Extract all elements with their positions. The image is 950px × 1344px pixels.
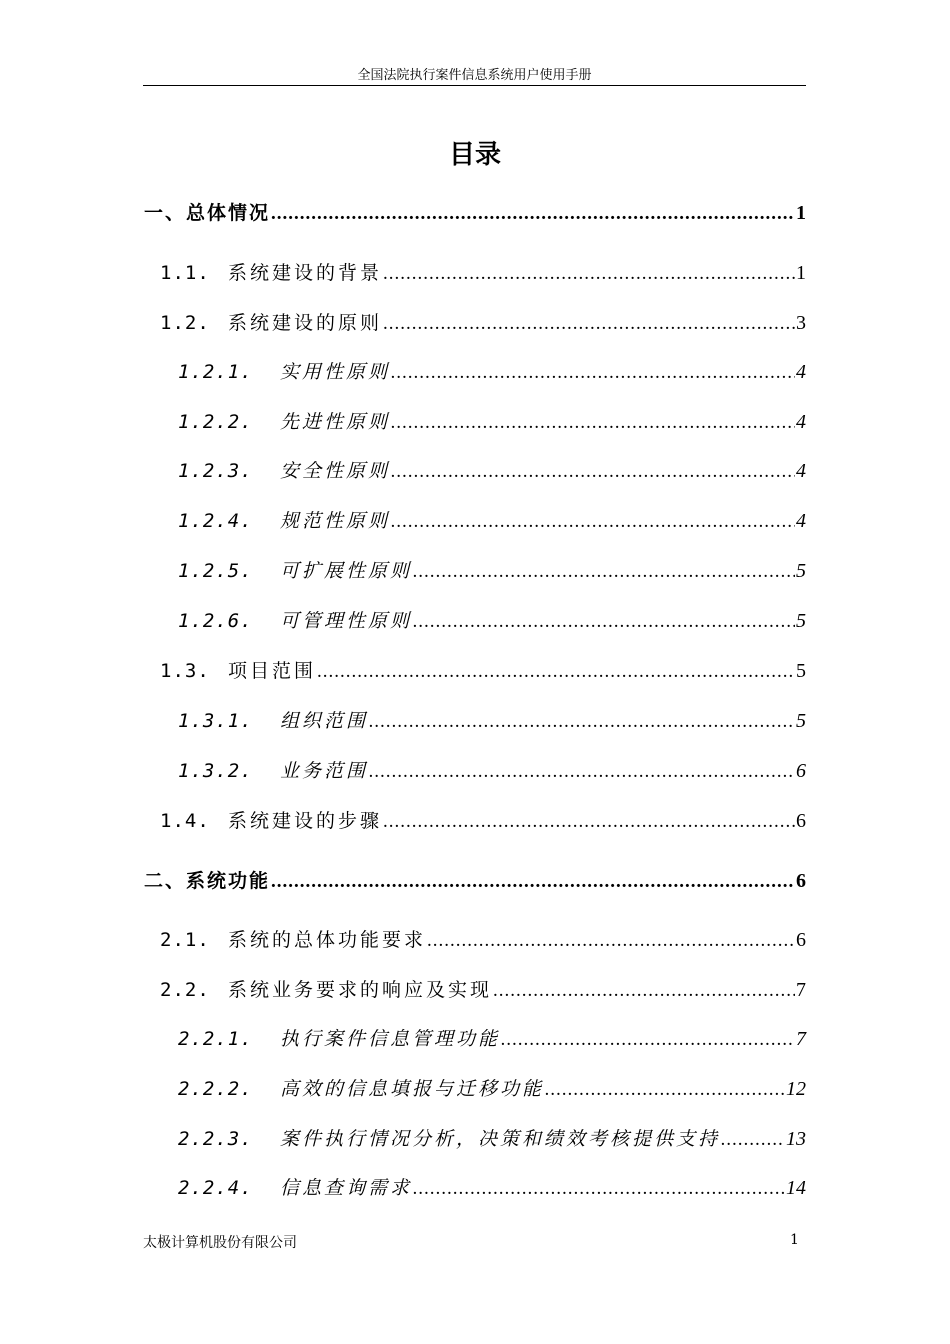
toc-entry[interactable] [178, 1074, 806, 1101]
toc-dot-leader [413, 611, 795, 633]
toc-dot-leader [413, 561, 795, 583]
header-title: 全国法院执行案件信息系统用户使用手册 [357, 68, 592, 83]
footer-page-number: 1 [790, 1232, 799, 1248]
toc-dot-leader [721, 1129, 785, 1151]
toc-dot-leader [383, 811, 795, 833]
toc-entry-page: 1 [796, 202, 806, 224]
toc-entry-number: 1.2.5. [178, 560, 253, 582]
toc-dot-leader [271, 871, 795, 893]
toc-dot-leader [545, 1079, 785, 1101]
toc-entry-page: 13 [786, 1128, 806, 1150]
toc-entry[interactable] [160, 656, 806, 683]
toc-entry-label: 项目范围 [228, 660, 317, 682]
toc-entry-number: 1.2.6. [178, 610, 253, 632]
toc-entry-label: 业务范围 [280, 760, 369, 782]
toc-entry-number: 1.3. [160, 660, 210, 682]
toc-entry-page: 6 [796, 810, 806, 832]
toc-dot-leader [369, 761, 795, 783]
toc-entry-number: 1.2.4. [178, 510, 253, 532]
toc-entry-label: 信息查询需求 [280, 1177, 413, 1199]
toc-entry-page: 4 [796, 460, 806, 482]
toc-entry[interactable] [178, 706, 806, 733]
toc-entry-label: 执行案件信息管理功能 [280, 1028, 501, 1050]
toc-entry-label: 一、总体情况 [144, 202, 271, 224]
toc-dot-leader [391, 412, 795, 434]
toc-entry[interactable] [160, 308, 806, 335]
toc-entry-number: 2.2.4. [178, 1177, 253, 1199]
toc-entry-page: 5 [796, 560, 806, 582]
toc-entry-number: 2.2.3. [178, 1128, 253, 1150]
toc-entry[interactable] [160, 975, 806, 1002]
toc-entry[interactable] [178, 456, 806, 483]
toc-entry-number: 1.4. [160, 810, 210, 832]
toc-dot-leader [427, 930, 795, 952]
toc-entry-label: 二、系统功能 [144, 870, 271, 892]
toc-entry-page: 12 [786, 1078, 806, 1100]
toc-entry-label: 高效的信息填报与迁移功能 [280, 1078, 545, 1100]
toc-entry-label: 组织范围 [280, 710, 369, 732]
toc-entry-number: 1.2.3. [178, 460, 253, 482]
toc-dot-leader [493, 980, 795, 1002]
toc-entry[interactable] [160, 258, 806, 285]
toc-entry[interactable] [178, 506, 806, 533]
toc-entry[interactable] [178, 756, 806, 783]
toc-entry-label: 可管理性原则 [280, 610, 413, 632]
toc-entry-page: 6 [796, 870, 806, 892]
toc-entry-label: 案件执行情况分析，决策和绩效考核提供支持 [280, 1128, 721, 1150]
toc-dot-leader [369, 711, 795, 733]
toc-entry[interactable] [178, 556, 806, 583]
toc-entry[interactable] [178, 606, 806, 633]
toc-entry-label: 系统建设的背景 [228, 262, 383, 284]
toc-entry-page: 5 [796, 610, 806, 632]
toc-entry-label: 安全性原则 [280, 460, 391, 482]
toc-entry-number: 1.2.1. [178, 361, 253, 383]
toc-entry-page: 4 [796, 510, 806, 532]
toc-entry-page: 6 [796, 760, 806, 782]
toc-dot-leader [391, 511, 795, 533]
toc-entry[interactable] [178, 357, 806, 384]
toc-entry-page: 4 [796, 361, 806, 383]
toc-dot-leader [271, 203, 795, 225]
toc-entry-page: 14 [786, 1177, 806, 1199]
toc-entry-page: 7 [796, 979, 806, 1001]
toc-entry-number: 2.2. [160, 979, 210, 1001]
toc-entry-number: 2.2.2. [178, 1078, 253, 1100]
toc-dot-leader [413, 1178, 785, 1200]
page-title: 目录 [448, 140, 501, 170]
toc-entry-number: 1.3.2. [178, 760, 253, 782]
toc-entry-number: 1.3.1. [178, 710, 253, 732]
toc-dot-leader [501, 1029, 795, 1051]
toc-dot-leader [383, 263, 795, 285]
toc-entry-label: 系统建设的步骤 [228, 810, 383, 832]
toc-entry[interactable] [160, 806, 806, 833]
toc-entry-label: 实用性原则 [280, 361, 391, 383]
toc-entry[interactable] [160, 925, 806, 952]
toc-entry[interactable] [144, 198, 806, 225]
toc-entry-label: 规范性原则 [280, 510, 391, 532]
toc-entry-page: 6 [796, 929, 806, 951]
toc-entry-number: 2.2.1. [178, 1028, 253, 1050]
toc-entry-page: 5 [796, 710, 806, 732]
toc-entry[interactable] [178, 407, 806, 434]
toc-entry[interactable] [178, 1024, 806, 1051]
toc-entry-page: 7 [796, 1028, 806, 1050]
footer-company: 太极计算机股份有限公司 [143, 1235, 297, 1251]
toc-entry-number: 1.2. [160, 312, 210, 334]
toc-entry-number: 2.1. [160, 929, 210, 951]
toc-dot-leader [317, 661, 795, 683]
toc-dot-leader [391, 461, 795, 483]
toc-entry-label: 系统建设的原则 [228, 312, 383, 334]
toc-entry-label: 可扩展性原则 [280, 560, 413, 582]
toc-entry[interactable] [178, 1124, 806, 1151]
toc-entry-page: 5 [796, 660, 806, 682]
toc-entry[interactable] [144, 866, 806, 893]
toc-entry-number: 1.2.2. [178, 411, 253, 433]
toc-entry-label: 系统业务要求的响应及实现 [228, 979, 493, 1001]
toc-entry-number: 1.1. [160, 262, 210, 284]
toc-entry-page: 3 [796, 312, 806, 334]
toc-entry-label: 先进性原则 [280, 411, 391, 433]
toc-dot-leader [391, 362, 795, 384]
toc-entry-page: 1 [796, 262, 806, 284]
toc-entry-page: 4 [796, 411, 806, 433]
toc-entry-label: 系统的总体功能要求 [228, 929, 427, 951]
toc-dot-leader [383, 313, 795, 335]
toc-entry[interactable] [178, 1173, 806, 1200]
